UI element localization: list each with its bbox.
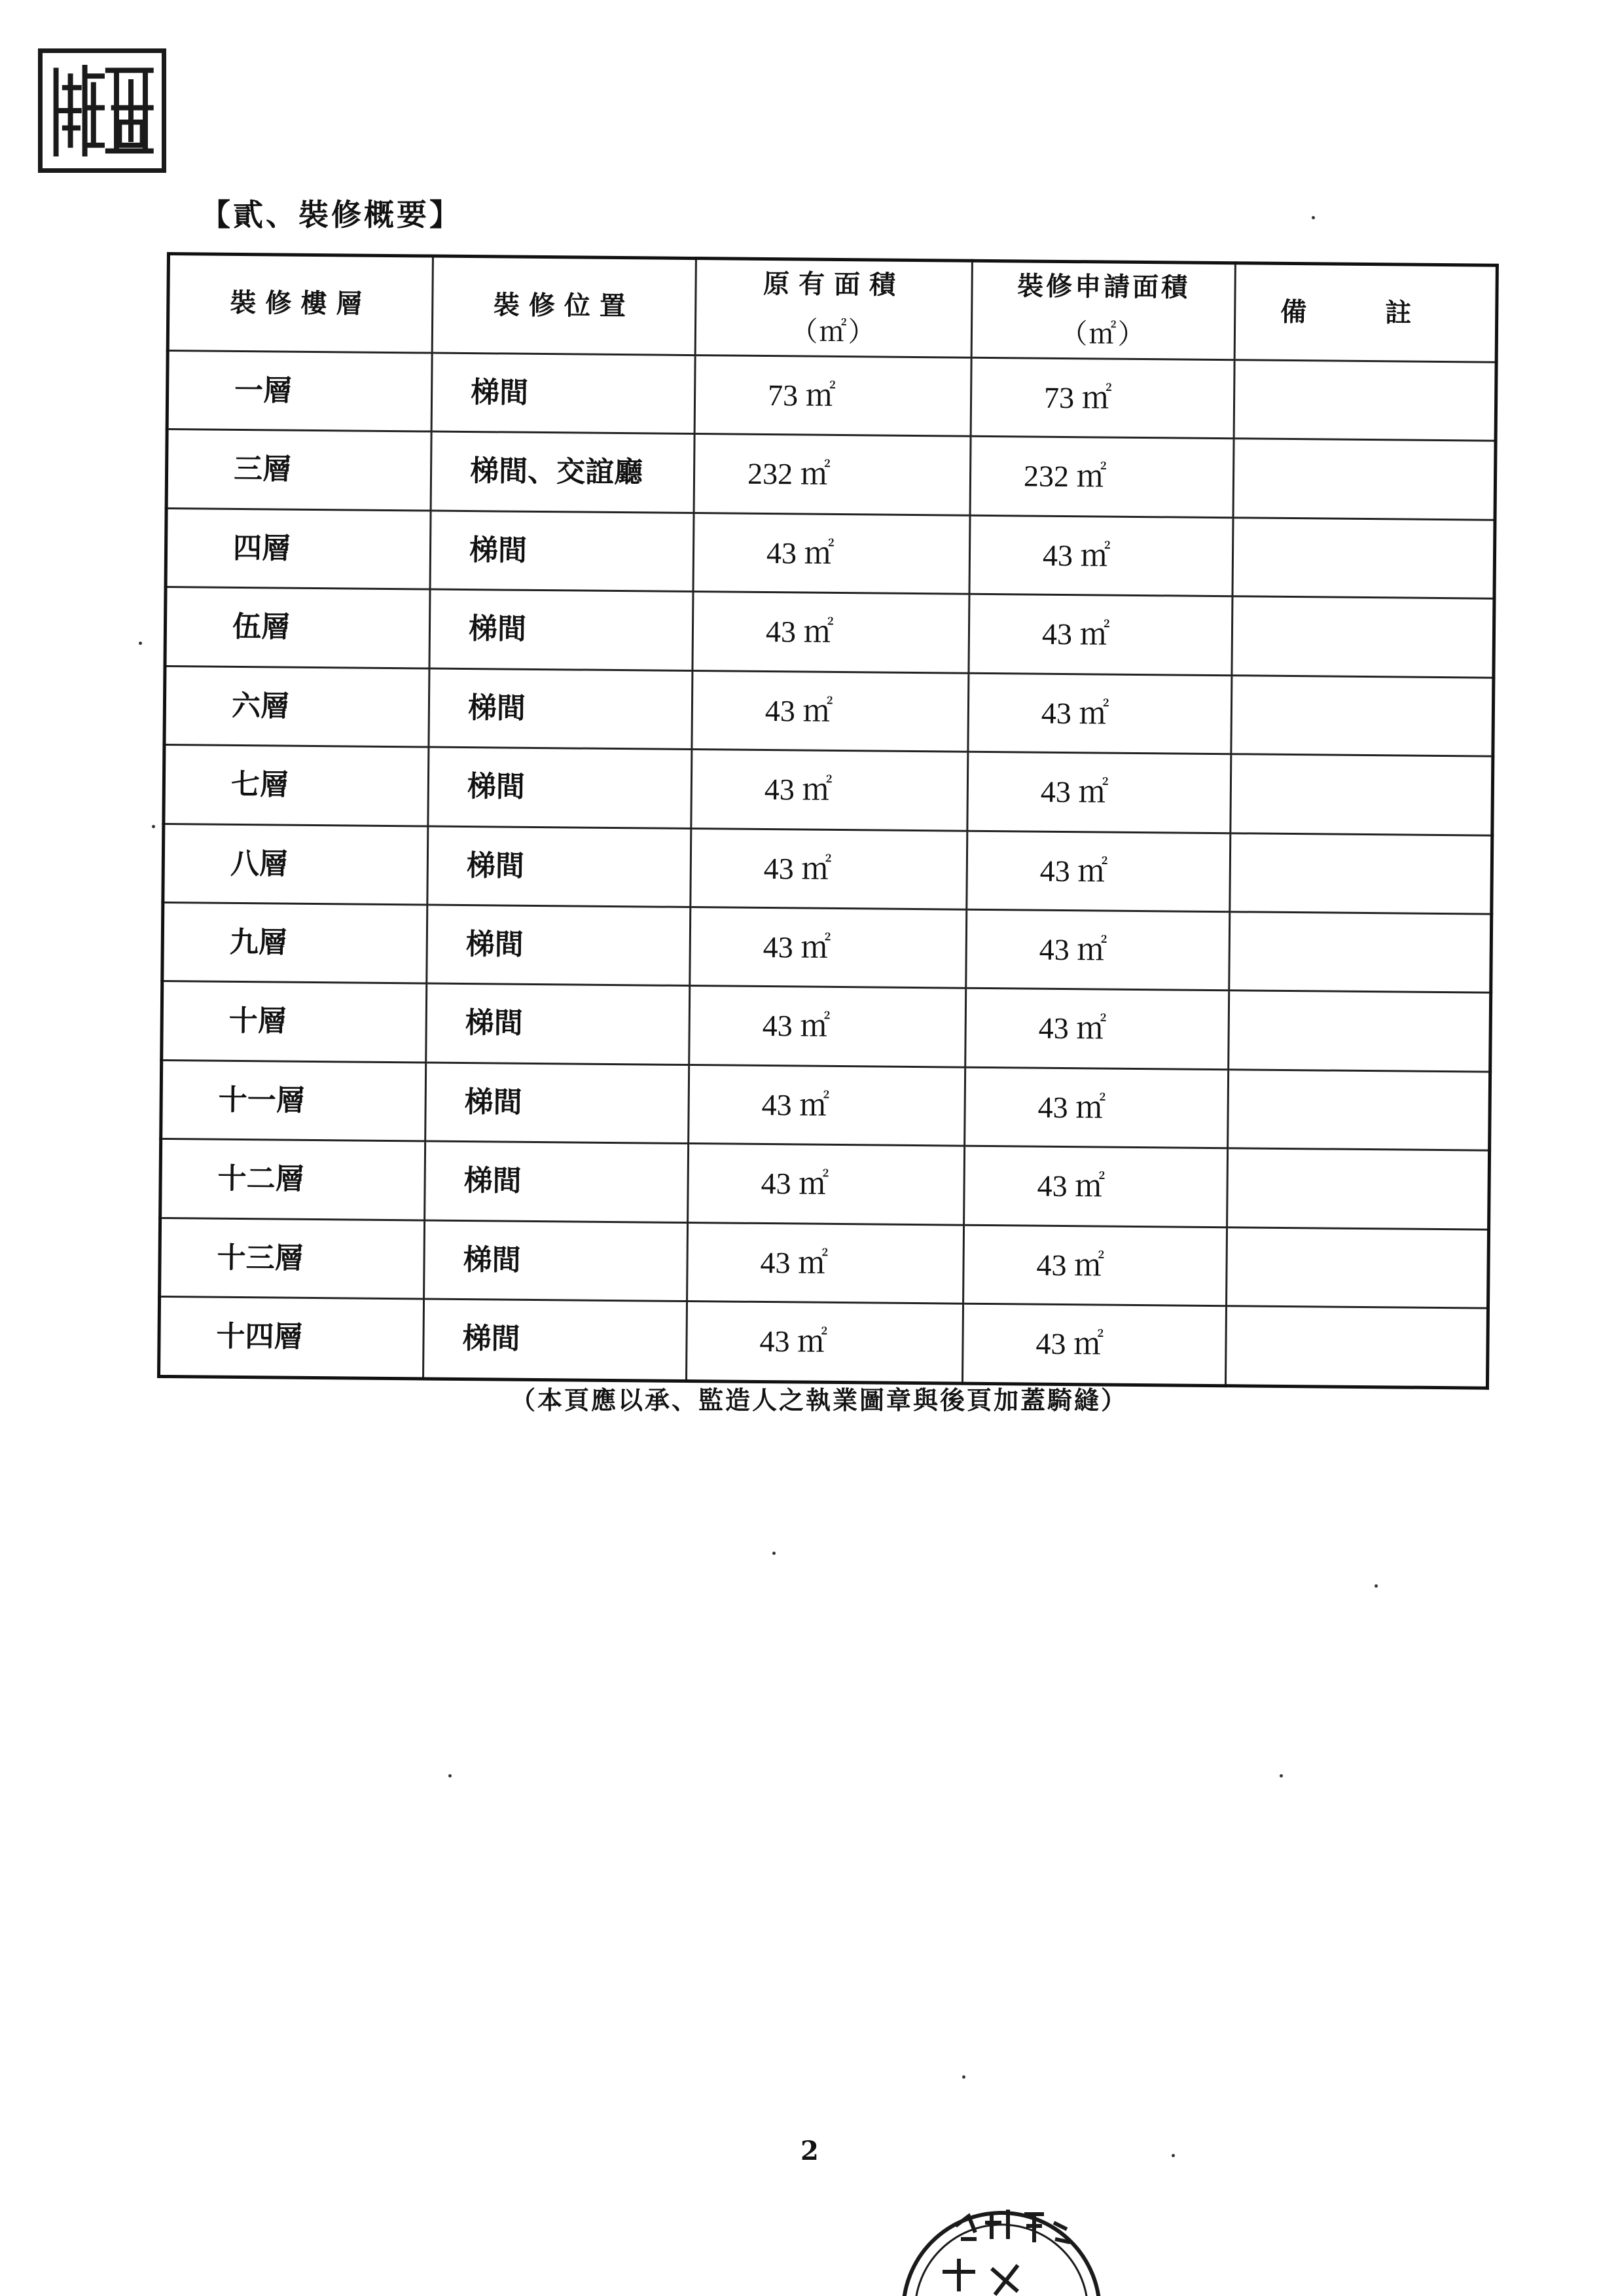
cell-remarks [1228,1069,1490,1150]
cell-remarks [1229,912,1492,993]
seal-glyphs-icon [43,53,162,168]
section-title: 【貳、裝修概要】 [200,197,462,232]
cell-remarks [1230,833,1492,914]
cell-floor: 十一層 [161,1060,426,1141]
cell-remarks [1227,1227,1489,1308]
cell-applied-area: 43 ㎡ [969,515,1233,596]
cell-applied-area: 43 ㎡ [966,909,1230,991]
cell-applied-area: 43 ㎡ [963,1225,1227,1306]
cell-remarks [1227,1148,1490,1230]
cell-location: 梯間 [429,589,693,670]
cell-original-area: 43 ㎡ [691,828,967,909]
cell-applied-area: 43 ㎡ [967,831,1231,912]
table-row [167,351,1496,441]
table-row [159,1297,1488,1389]
cell-floor: 四層 [166,508,431,589]
cell-floor: 十二層 [160,1139,425,1220]
table-row [163,824,1492,914]
cell-floor: 十三層 [160,1218,425,1299]
cell-original-area: 43 ㎡ [693,513,970,594]
header-applied-area-unit: （㎡） [1060,317,1147,351]
cell-location: 梯間 [429,668,692,750]
round-official-seal-stamp [877,2160,1113,2296]
page-number: 2 [800,2136,819,2166]
table-row [165,587,1494,678]
scan-speck [139,642,142,645]
table-row [162,902,1492,993]
cell-location: 梯間 [431,353,695,434]
scan-speck [772,1552,776,1555]
cell-location: 梯間 [423,1299,687,1381]
header-applied-area-label: 裝修申請面積 [1016,270,1191,303]
header-applied-area [971,261,1235,360]
cell-location: 梯間 [424,1220,688,1302]
cell-remarks [1233,439,1496,520]
header-floor: 裝修樓層 [168,254,433,354]
table-row [161,1060,1490,1150]
cell-original-area: 43 ㎡ [687,1222,964,1303]
table-row [160,1139,1490,1230]
cell-floor: 三層 [166,429,431,511]
cell-remarks [1225,1306,1488,1388]
header-original-area-unit: （㎡） [790,315,877,348]
cell-floor: 七層 [164,745,429,826]
cell-original-area: 43 ㎡ [688,1144,965,1225]
cell-original-area: 43 ㎡ [690,907,967,988]
cell-original-area: 43 ㎡ [686,1302,963,1384]
cell-original-area: 73 ㎡ [694,355,971,437]
table-row [162,981,1491,1072]
cell-floor: 伍層 [165,587,430,668]
renovation-summary-table-wrapper [157,252,1496,1390]
cell-original-area: 43 ㎡ [689,1065,965,1146]
cell-applied-area: 43 ㎡ [969,594,1232,675]
cell-location: 梯間 [427,826,691,907]
table-row [166,508,1495,598]
cell-location: 梯間 [425,1141,689,1222]
renovation-summary-table [157,252,1499,1390]
cell-remarks [1232,596,1494,678]
cell-applied-area: 43 ㎡ [968,673,1232,754]
cell-applied-area: 43 ㎡ [962,1303,1226,1385]
cell-original-area: 43 ㎡ [692,670,969,752]
scan-speck [448,1774,452,1777]
cell-applied-area: 232 ㎡ [970,437,1234,518]
round-seal-glyphs-icon [877,2160,1113,2296]
cell-original-area: 43 ㎡ [689,986,966,1067]
table-row [160,1218,1489,1308]
cell-applied-area: 43 ㎡ [964,1146,1228,1227]
table-row [164,745,1493,835]
cell-applied-area: 43 ㎡ [965,1067,1229,1148]
scan-speck [1172,2154,1175,2157]
square-seal-stamp [38,48,166,173]
scan-speck [962,2075,965,2079]
cell-applied-area: 43 ㎡ [967,752,1231,833]
scan-speck [152,825,155,828]
cell-remarks [1231,754,1493,835]
cell-applied-area: 73 ㎡ [971,357,1234,439]
cell-floor: 一層 [167,351,432,432]
cell-remarks [1231,675,1494,756]
scan-speck [1375,1584,1378,1588]
seam-stamp-note: （本頁應以承、監造人之執業圖章與後頁加蓋騎縫） [511,1385,1128,1415]
table-row [166,429,1496,520]
table-header-row [168,254,1497,363]
header-original-area [695,259,972,358]
scan-speck [1280,1774,1283,1777]
cell-remarks [1229,991,1491,1072]
table-row [164,666,1494,756]
cell-floor: 十層 [162,981,427,1063]
cell-location: 梯間 [426,983,690,1065]
cell-location: 梯間 [430,511,694,592]
cell-location: 梯間 [428,747,692,828]
cell-floor: 八層 [163,824,428,905]
cell-remarks [1232,518,1495,599]
cell-original-area: 43 ㎡ [692,592,969,673]
cell-location: 梯間 [425,1063,689,1144]
cell-floor: 六層 [164,666,429,747]
cell-floor: 十四層 [159,1297,424,1379]
header-location: 裝修位置 [432,256,696,355]
cell-remarks [1234,360,1496,441]
cell-original-area: 232 ㎡ [694,434,971,515]
cell-applied-area: 43 ㎡ [965,989,1229,1070]
header-original-area-label: 原有面積 [763,268,905,301]
cell-location: 梯間 [427,905,691,986]
scan-speck [1312,216,1315,219]
cell-location: 梯間、交誼廳 [431,431,694,513]
cell-floor: 九層 [162,902,427,983]
header-remarks: 備註 [1234,263,1497,362]
cell-original-area: 43 ㎡ [691,750,968,831]
